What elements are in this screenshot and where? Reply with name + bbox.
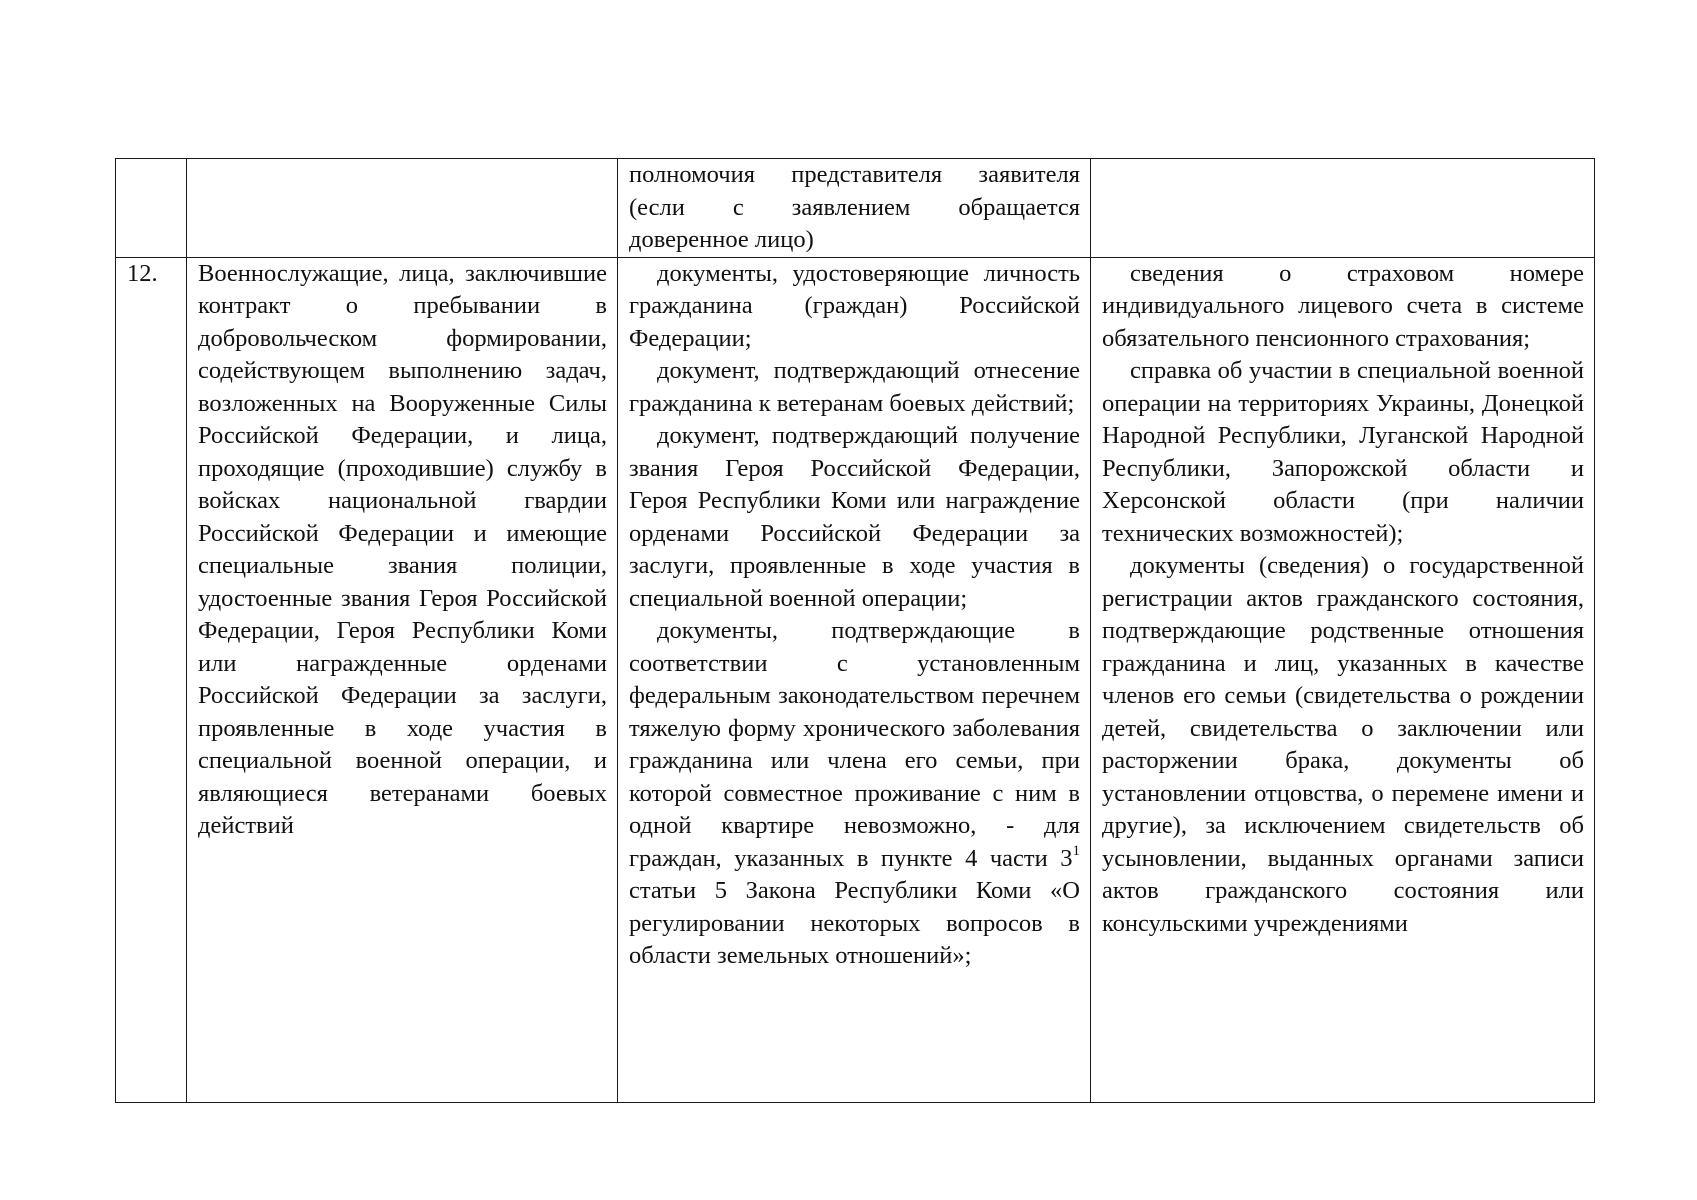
row-number: 12. xyxy=(127,259,158,287)
documents-cell xyxy=(618,159,1091,258)
document-table xyxy=(115,158,1595,1103)
document-item: документ, подтверждающий отнесение гражданина к ветеранам боевых действий; xyxy=(629,357,1080,417)
table-row xyxy=(116,257,1595,1102)
documents-cell xyxy=(618,257,1091,1102)
documents-text: полномочия представителя заявителя (если с заявлением обращается доверенное лицо) xyxy=(629,161,1080,253)
category-cell xyxy=(187,257,618,1102)
row-number-cell xyxy=(116,159,187,258)
info-item: документы (сведения) о государственной регистрации актов гражданского состояния, подтверждающие родственные отношения гражданина и лиц, указанных в качестве членов его семьи (свидетельства о рождении детей, свидетельства о заключении или расторжении брака, документы об установлении отцовства, о перемене имени и другие), за исключением свидетельств об усыновлении, выданных органами записи актов гражданского состояния или консульскими учреждениями xyxy=(1102,552,1584,937)
info-cell xyxy=(1091,257,1595,1102)
table-row xyxy=(116,159,1595,258)
row-number-cell xyxy=(116,257,187,1102)
superscript: 1 xyxy=(1072,843,1080,860)
info-item: справка об участии в специальной военной операции на территориях Украины, Донецкой Народной Республики, Луганской Народной Республики, Запорожской области и Херсонской области (при наличии технических возможностей); xyxy=(1102,357,1584,547)
info-item: сведения о страховом номере индивидуального лицевого счета в системе обязательного пенсионного страхования; xyxy=(1102,259,1584,352)
document-item: документ, подтверждающий получение звания Героя Российской Федерации, Героя Республики Коми или награждение орденами Российской Федерации за заслуги, проявленные в ходе участия в специальной военной операции; xyxy=(629,422,1080,612)
document-item: документы, удостоверяющие личность гражданина (граждан) Российской Федерации; xyxy=(629,259,1080,352)
category-cell xyxy=(187,159,618,258)
category-text: Военнослужащие, лица, заключившие контракт о пребывании в добровольческом формировании, содействующем выполнению задач, возложенных на Вооруженные Силы Российской Федерации, и лица, проходящие (проходившие) службу в войсках национальной гвардии Российской Федерации и имеющие специальные звания полиции, удостоенные звания Героя Российской Федерации, Героя Республики Коми или награжденные орденами Российской Федерации за заслуги, проявленные в ходе участия в специальной военной операции, и являющиеся ветеранами боевых действий xyxy=(198,259,607,839)
info-cell xyxy=(1091,159,1595,258)
document-item: документы, подтверждающие в соответствии с установленным федеральным законодательством перечнем тяжелую форму хронического заболевания гражданина или члена его семьи, при которой совместное проживание с ним в одной квартире невозможно, - для граждан, указанных в пункте 4 части $3^1$ статьи 5 Закона Республики Коми «О регулировании некоторых вопросов в области земельных отношений»; xyxy=(629,617,1080,969)
